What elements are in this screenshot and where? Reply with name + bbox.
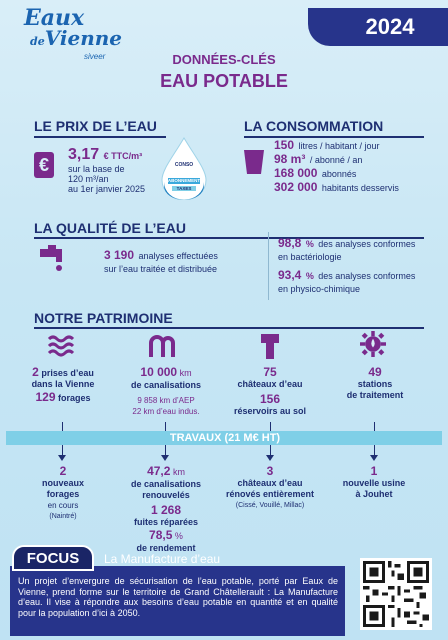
travaux-col-forages [22,464,104,522]
subtitle: DONNÉES-CLÉS [172,52,276,67]
focus-text: Un projet d’envergure de sécurisation de l’eau potable, porté par Eaux de Vienne, prend forme sur le territoire de Grand Châtellerault : La Manufacture d’eau. Il vise à répondre aux besoins d’eau potable en quantité et en qualité pour la population d’ici à 2050. [18,576,338,618]
qualite-divider [268,232,269,300]
arrow-down-icon [58,455,66,461]
t2-unit: km [172,467,185,477]
glass-icon [244,150,264,174]
c1-num: 2 [32,365,39,379]
conso-section-title: LA CONSOMMATION [244,118,384,134]
prix-line2: 120 m³/an [68,174,109,184]
travaux-col-chateaux [216,464,324,511]
t3-a: châteaux d’eau [237,478,303,488]
conso-r1-num: 150 [274,138,295,152]
t2-a: de canalisations [130,479,202,489]
c2-c: 22 km d’eau indus. [132,407,200,416]
t3-b: rénovés entièrement [225,489,315,499]
physico-txt1: des analyses conformes [318,271,416,281]
conso-r3-txt: abonnés [321,169,357,179]
physico-txt2: en physico-chimique [278,284,361,294]
prix-block [68,146,145,194]
drop-label-taxes: TAXES [176,186,192,191]
c3-a: châteaux d’eau [237,379,303,389]
focus-tab: FOCUS [12,545,94,571]
prix-line3: au 1er janvier 2025 [68,184,146,194]
tap-icon [40,245,68,273]
c2-unit: km [179,368,192,378]
t2-num3: 78,5 [149,528,173,542]
patrimoine-section-title: NOTRE PATRIMOINE [34,310,173,326]
t4-b: à Jouhet [355,489,393,499]
prix-unit: € TTC/m³ [103,151,143,161]
t3-c: (Cissé, Vouillé, Millac) [235,502,305,509]
t2-pct: % [174,531,183,541]
drop-label-conso: CONSO [174,162,194,168]
page-title: EAU POTABLE [160,71,288,91]
t2-num2: 1 268 [150,503,182,517]
conso-r4-txt: habitants desservis [321,183,399,193]
water-tower-icon [255,333,285,359]
focus-subtitle: La Manufacture d’eau [104,552,221,566]
patrimoine-col-prises [18,365,108,404]
qualite-analyses [104,246,218,274]
year-badge: 2024 [308,8,448,46]
prix-value: 3,17 [68,146,100,163]
c1-b: dans la Vienne [31,379,95,389]
bacterio-pct: % [305,239,314,249]
pipes-icon [147,333,177,359]
waves-icon [47,333,77,359]
c2-num: 10 000 [140,365,178,379]
c4-b: de traitement [346,390,404,400]
t1-c: en cours [47,501,79,510]
qualite-physico [278,266,415,294]
logo-line2-prefix: de [30,35,45,48]
prix-underline [34,136,166,138]
logo-line3: siveer [84,52,106,61]
qualite-txt1: analyses effectuées [138,251,218,261]
bacterio-num: 98,8 [278,236,302,250]
qualite-txt2: sur l’eau traitée et distribuée [104,264,218,274]
t4-a: nouvelle usine [342,478,406,488]
gear-icon [358,331,388,357]
prix-section-title: LE PRIX DE L’EAU [34,118,157,134]
t1-num: 2 [59,464,67,478]
c1-c: forages [58,393,91,403]
c3-num: 75 [263,365,277,379]
qualite-section-title: LA QUALITÉ DE L’EAU [34,220,186,236]
t2-d: de rendement [136,543,196,553]
c2-a: de canalisations [130,380,202,390]
c3-num2: 156 [259,392,281,406]
t2-c: fuites réparées [133,517,199,527]
prix-line1: sur la base de [68,164,125,174]
euro-icon: € [34,152,54,178]
travaux-col-canalisations [120,464,212,554]
t2-num: 47,2 [147,464,171,478]
t1-b: forages [46,489,80,499]
travaux-label: TRAVAUX (21 M€ HT) [169,432,281,444]
t4-num: 1 [370,464,378,478]
travaux-col-usine [330,464,418,500]
logo-line2 [24,28,124,52]
patrimoine-col-stations [330,365,420,401]
patrimoine-col-canalisations [116,365,216,417]
physico-num: 93,4 [278,268,302,282]
arrow-down-icon [266,455,274,461]
patrimoine-underline [34,327,424,329]
c1-num2: 129 [35,390,56,404]
c2-b: 9 858 km d’AEP [137,396,195,405]
patrimoine-col-chateaux [224,365,316,417]
c4-a: stations [357,379,393,389]
c1-a: prises d’eau [41,368,94,378]
arrow-down-icon [370,455,378,461]
conso-r1-txt: litres / habitant / jour [298,141,380,151]
conso-r3-num: 168 000 [274,166,318,180]
t1-d: (Naintré) [49,513,77,520]
qualite-num: 3 190 [104,248,135,262]
logo-line2-main: Vienne [44,26,122,50]
bacterio-txt1: des analyses conformes [318,239,416,249]
t1-a: nouveaux [41,478,84,488]
conso-block [274,138,399,194]
physico-pct: % [305,271,314,281]
bacterio-txt2: en bactériologie [278,252,342,262]
conso-r2-num: 98 m³ [274,152,306,166]
drop-label-abonnement: ABONNEMENT [167,178,201,183]
logo-line1: Eaux [24,5,85,31]
qualite-bacterio [278,234,415,262]
conso-r4-num: 302 000 [274,180,318,194]
conso-r2-txt: / abonné / an [309,155,363,165]
c3-b: réservoirs au sol [233,406,307,416]
qr-code-icon[interactable] [360,558,432,630]
c4-num: 49 [368,365,382,379]
t2-b: renouvelés [142,490,190,500]
t3-num: 3 [266,464,274,478]
arrow-down-icon [161,455,169,461]
